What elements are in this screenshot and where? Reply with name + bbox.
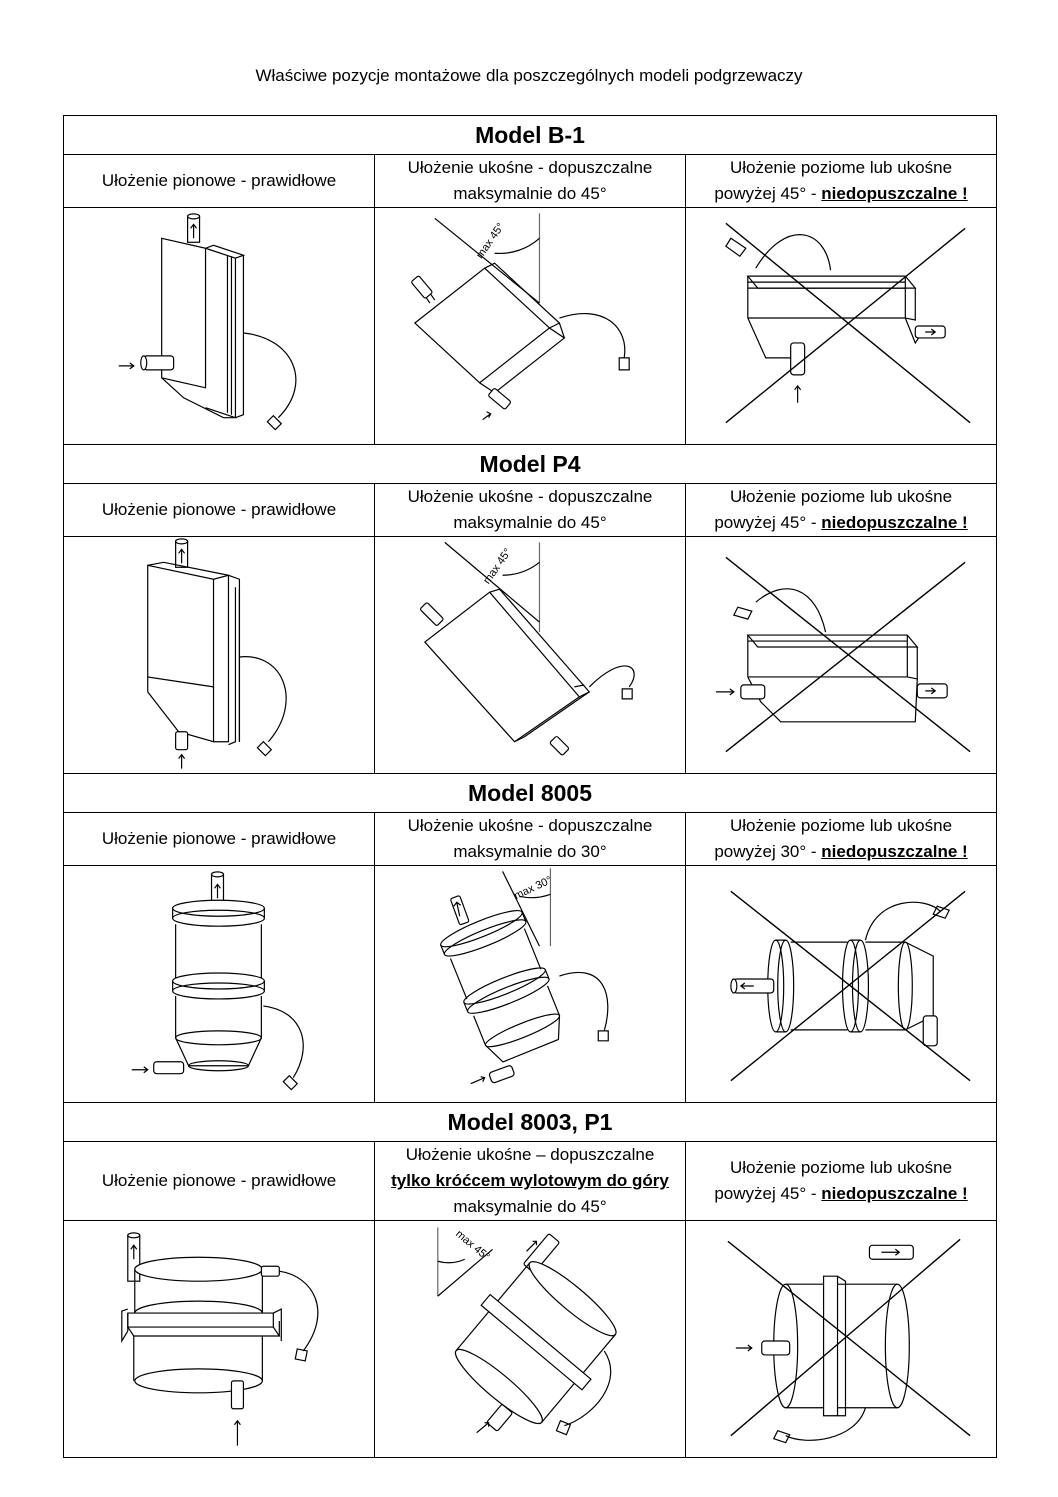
angle-label: max 45° bbox=[481, 546, 515, 587]
figure-cell bbox=[686, 1221, 997, 1458]
heater-8005-horizontal-crossed-icon bbox=[686, 866, 996, 1102]
caption-line: powyżej 45° - bbox=[714, 184, 822, 203]
figure-row bbox=[64, 537, 997, 774]
heater-8005-vertical-icon bbox=[64, 866, 374, 1102]
heater-p4-tilted-icon bbox=[375, 537, 685, 773]
caption-line: powyżej 45° - bbox=[714, 1184, 822, 1203]
model-title: Model P4 bbox=[64, 445, 997, 484]
caption-line: powyżej 30° - bbox=[714, 842, 822, 861]
heater-8003-tilted-icon bbox=[375, 1221, 685, 1457]
warning-label: niedopuszczalne ! bbox=[821, 513, 968, 532]
figure-cell bbox=[64, 866, 375, 1103]
heater-8003-vertical-icon bbox=[64, 1221, 374, 1457]
figure-row bbox=[64, 208, 997, 445]
mounting-positions-table bbox=[63, 115, 997, 1458]
heater-8005-tilted-icon bbox=[375, 866, 685, 1102]
caption-line: maksymalnie do 30° bbox=[453, 842, 607, 861]
caption-line: Ułożenie ukośne - dopuszczalne bbox=[407, 816, 653, 835]
caption-line: maksymalnie do 45° bbox=[453, 513, 607, 532]
model-header-row bbox=[64, 116, 997, 155]
model-title: Model 8005 bbox=[64, 774, 997, 813]
figure-cell bbox=[64, 1221, 375, 1458]
figure-cell bbox=[375, 208, 686, 445]
page-title: Właściwe pozycje montażowe dla poszczególnych modeli podgrzewaczy bbox=[255, 66, 803, 85]
caption-line: Ułożenie ukośne - dopuszczalne bbox=[407, 158, 653, 177]
vertical-caption: Ułożenie pionowe - prawidłowe bbox=[64, 813, 375, 866]
figure-cell bbox=[64, 537, 375, 774]
heater-p4-vertical-icon bbox=[64, 537, 374, 773]
caption-warning-line: tylko króćcem wylotowym do góry bbox=[391, 1171, 669, 1190]
model-header-row bbox=[64, 774, 997, 813]
model-title: Model B-1 bbox=[64, 116, 997, 155]
caption-row bbox=[64, 484, 997, 537]
figure-cell bbox=[375, 1221, 686, 1458]
forbidden-caption bbox=[686, 155, 997, 208]
vertical-caption: Ułożenie pionowe - prawidłowe bbox=[64, 155, 375, 208]
heater-b1-tilted-icon bbox=[375, 208, 685, 444]
model-title: Model 8003, P1 bbox=[64, 1103, 997, 1142]
angle-label: max 30° bbox=[512, 874, 554, 903]
vertical-caption: Ułożenie pionowe - prawidłowe bbox=[64, 1142, 375, 1221]
model-header-row bbox=[64, 445, 997, 484]
diagonal-caption bbox=[375, 1142, 686, 1221]
figure-row bbox=[64, 1221, 997, 1458]
caption-line: Ułożenie poziome lub ukośne bbox=[729, 487, 953, 506]
warning-label: niedopuszczalne ! bbox=[821, 1184, 968, 1203]
diagonal-caption bbox=[375, 155, 686, 208]
figure-cell bbox=[375, 866, 686, 1103]
angle-label: max 45° bbox=[474, 221, 507, 261]
caption-line: maksymalnie do 45° bbox=[453, 1197, 607, 1216]
caption-row bbox=[64, 813, 997, 866]
caption-line: Ułożenie poziome lub ukośne bbox=[729, 158, 953, 177]
heater-8003-horizontal-crossed-icon bbox=[686, 1221, 996, 1457]
caption-line: Ułożenie poziome lub ukośne bbox=[729, 1158, 953, 1177]
diagonal-caption bbox=[375, 484, 686, 537]
warning-label: niedopuszczalne ! bbox=[821, 184, 968, 203]
heater-b1-horizontal-crossed-icon bbox=[686, 208, 996, 444]
forbidden-caption bbox=[686, 484, 997, 537]
diagonal-caption bbox=[375, 813, 686, 866]
caption-line: Ułożenie ukośne - dopuszczalne bbox=[407, 487, 653, 506]
caption-row bbox=[64, 1142, 997, 1221]
figure-cell bbox=[375, 537, 686, 774]
figure-cell bbox=[686, 866, 997, 1103]
warning-label: niedopuszczalne ! bbox=[821, 842, 968, 861]
forbidden-caption bbox=[686, 1142, 997, 1221]
caption-line: powyżej 45° - bbox=[714, 513, 822, 532]
caption-line: maksymalnie do 45° bbox=[453, 184, 607, 203]
figure-cell bbox=[686, 208, 997, 445]
caption-row bbox=[64, 155, 997, 208]
angle-label: max 45° bbox=[453, 1228, 492, 1264]
heater-p4-horizontal-crossed-icon bbox=[686, 537, 996, 773]
figure-cell bbox=[686, 537, 997, 774]
caption-line: Ułożenie poziome lub ukośne bbox=[729, 816, 953, 835]
vertical-caption: Ułożenie pionowe - prawidłowe bbox=[64, 484, 375, 537]
model-header-row bbox=[64, 1103, 997, 1142]
figure-row bbox=[64, 866, 997, 1103]
figure-cell bbox=[64, 208, 375, 445]
heater-b1-vertical-icon bbox=[64, 208, 374, 444]
forbidden-caption bbox=[686, 813, 997, 866]
caption-line: Ułożenie ukośne – dopuszczalne bbox=[405, 1145, 655, 1164]
